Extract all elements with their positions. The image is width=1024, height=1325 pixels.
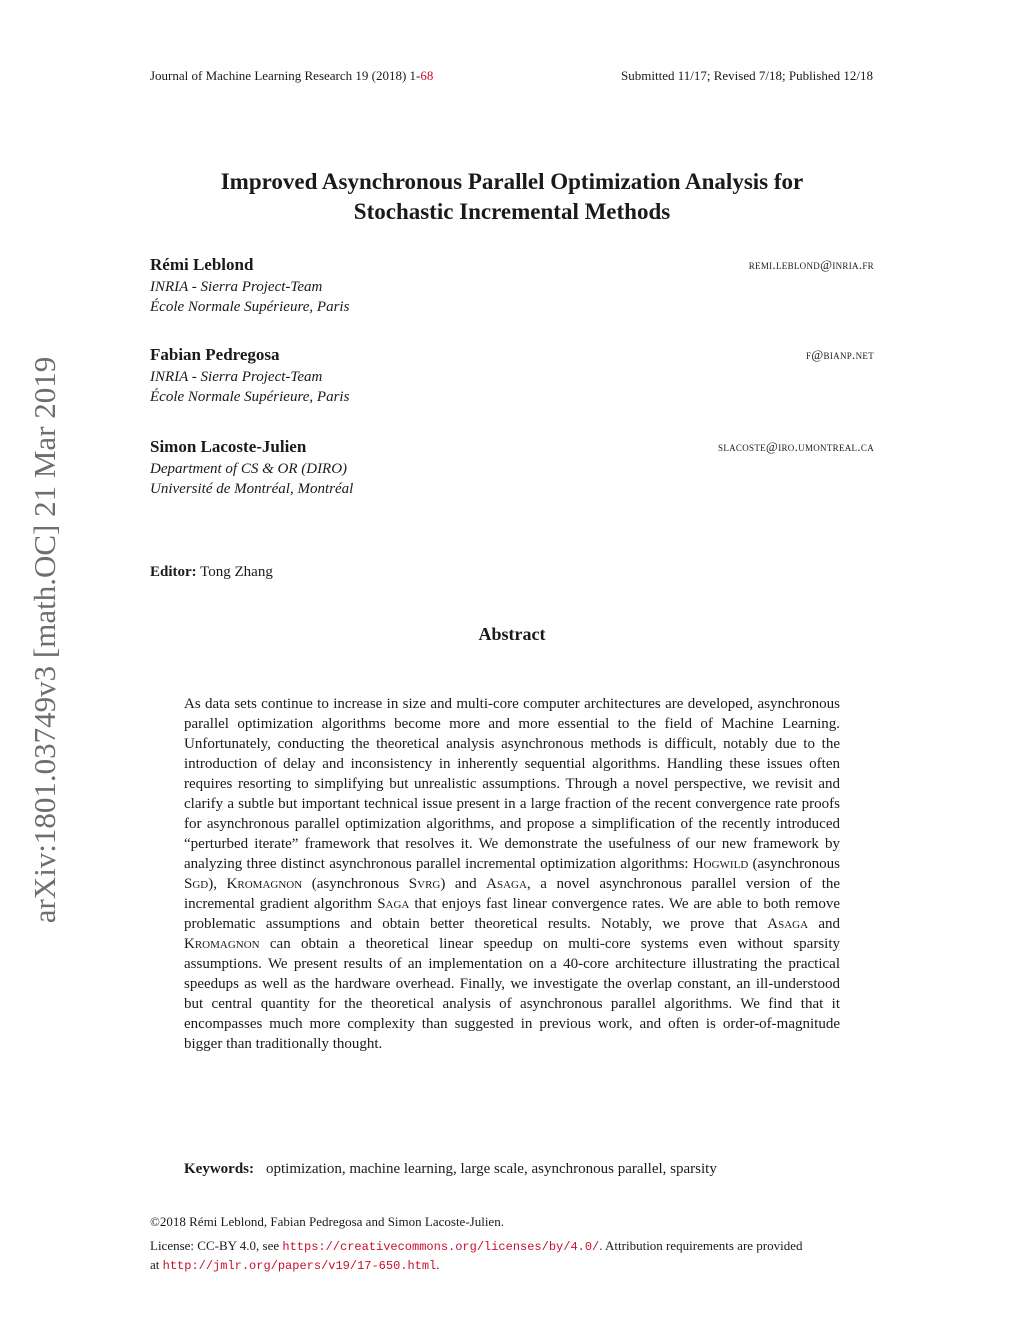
editor-name: Tong Zhang bbox=[200, 564, 273, 580]
author-email[interactable]: f@bianp.net bbox=[805, 347, 874, 362]
abstract-body: As data sets continue to increase in size and multi-core computer architectures are developed, asynchronous parallel optimization algorithms become more and more essential to the field of Machine Learning. Unfortunately, conducting the theoretical analysis asynchronous methods is difficult, notably due to the introduction of delay and inconsistency in inherently sequential algorithms. Handling these issues often requires resorting to simplifying but unrealistic assumptions. Through a novel perspective, we revisit and clarify a subtle but important technical issue present in a large fraction of the recent convergence rate proofs for asynchronous parallel optimization algorithms, and propose a simplification of the recently introduced “perturbed iterate” framework that resolves it. We demonstrate the usefulness of our new framework by analyzing three distinct asynchronous parallel incremental optimization algorithms: Hogwild (asynchronous Sgd), Kromagnon (asynchronous Svrg) and Asaga, a novel asynchronous parallel version of the incremental gradient algorithm Saga that enjoys fast linear convergence rates. We are able to both remove problematic assumptions and obtain better theoretical results. Notably, we prove that Asaga and Kromagnon can obtain a theoretical linear speedup on multi-core systems even without sparsity assumptions. We present results of an implementation on a 40-core architecture illustrating the practical speedups as well as the hardware overhead. Finally, we investigate the overlap constant, an ill-understood but central quantity for the theoretical analysis of asynchronous parallel algorithms. We find that it encompasses much more complexity than suggested in previous work, and often is order-of-magnitude bigger than traditionally thought. bbox=[184, 696, 841, 1052]
journal-header bbox=[150, 68, 433, 84]
license-note: License: CC-BY 4.0, see https://creativecommons.org/licenses/by/4.0/. Attribution requirements are provided at http://jmlr.org/papers/v19/17-650.html. bbox=[150, 1238, 803, 1273]
algo-name: Hogwild bbox=[692, 856, 749, 872]
title-line-1: Improved Asynchronous Parallel Optimization Analysis for bbox=[220, 169, 804, 194]
page-range-link[interactable]: 68 bbox=[420, 68, 434, 83]
algo-name: Asaga bbox=[486, 876, 527, 892]
publication-dates: Submitted 11/17; Revised 7/18; Published 12/18 bbox=[621, 68, 873, 83]
paper-title bbox=[0, 167, 1024, 227]
arxiv-sidebar-stamp: arXiv:1801.03749v3 [math.OC] 21 Mar 2019 bbox=[27, 356, 62, 924]
copyright-line: ©2018 Rémi Leblond, Fabian Pedregosa and Simon Lacoste-Julien. bbox=[150, 1214, 504, 1229]
editor-label: Editor: bbox=[150, 564, 197, 580]
editor-line bbox=[150, 564, 273, 581]
author-affiliation: Université de Montréal, Montréal bbox=[150, 481, 354, 497]
paper-link[interactable]: http://jmlr.org/papers/v19/17-650.html bbox=[162, 1259, 437, 1273]
author-affiliation: INRIA - Sierra Project-Team bbox=[150, 369, 323, 385]
journal-name: Journal of Machine Learning Research 19 (2018) 1- bbox=[150, 68, 421, 83]
abstract-heading: Abstract bbox=[478, 624, 546, 644]
keywords-label: Keywords: bbox=[184, 1161, 254, 1177]
algo-name: Sgd bbox=[184, 876, 209, 892]
title-line-2: Stochastic Incremental Methods bbox=[353, 199, 671, 224]
author-block-2 bbox=[150, 345, 874, 407]
algo-name: Kromagnon bbox=[226, 876, 303, 892]
author-email[interactable]: remi.leblond@inria.fr bbox=[748, 257, 874, 272]
author-affiliation: Department of CS & OR (DIRO) bbox=[150, 461, 348, 477]
author-name: Simon Lacoste-Julien bbox=[150, 437, 307, 456]
author-email[interactable]: slacoste@iro.umontreal.ca bbox=[718, 439, 874, 454]
algo-name: Asaga bbox=[767, 916, 809, 932]
author-name: Rémi Leblond bbox=[150, 255, 254, 274]
author-block-1 bbox=[150, 255, 874, 317]
algo-name: Kromagnon bbox=[184, 936, 260, 952]
author-affiliation: INRIA - Sierra Project-Team bbox=[150, 279, 323, 295]
keywords-list: optimization, machine learning, large scale, asynchronous parallel, sparsity bbox=[266, 1161, 717, 1177]
keywords-line bbox=[184, 1161, 717, 1178]
author-name: Fabian Pedregosa bbox=[150, 345, 280, 364]
algo-name: Saga bbox=[377, 896, 410, 912]
author-block-3 bbox=[150, 437, 874, 499]
license-link[interactable]: https://creativecommons.org/licenses/by/4.0/ bbox=[282, 1240, 600, 1254]
algo-name: Svrg bbox=[408, 876, 441, 892]
author-affiliation: École Normale Supérieure, Paris bbox=[150, 299, 350, 315]
author-affiliation: École Normale Supérieure, Paris bbox=[150, 389, 350, 405]
